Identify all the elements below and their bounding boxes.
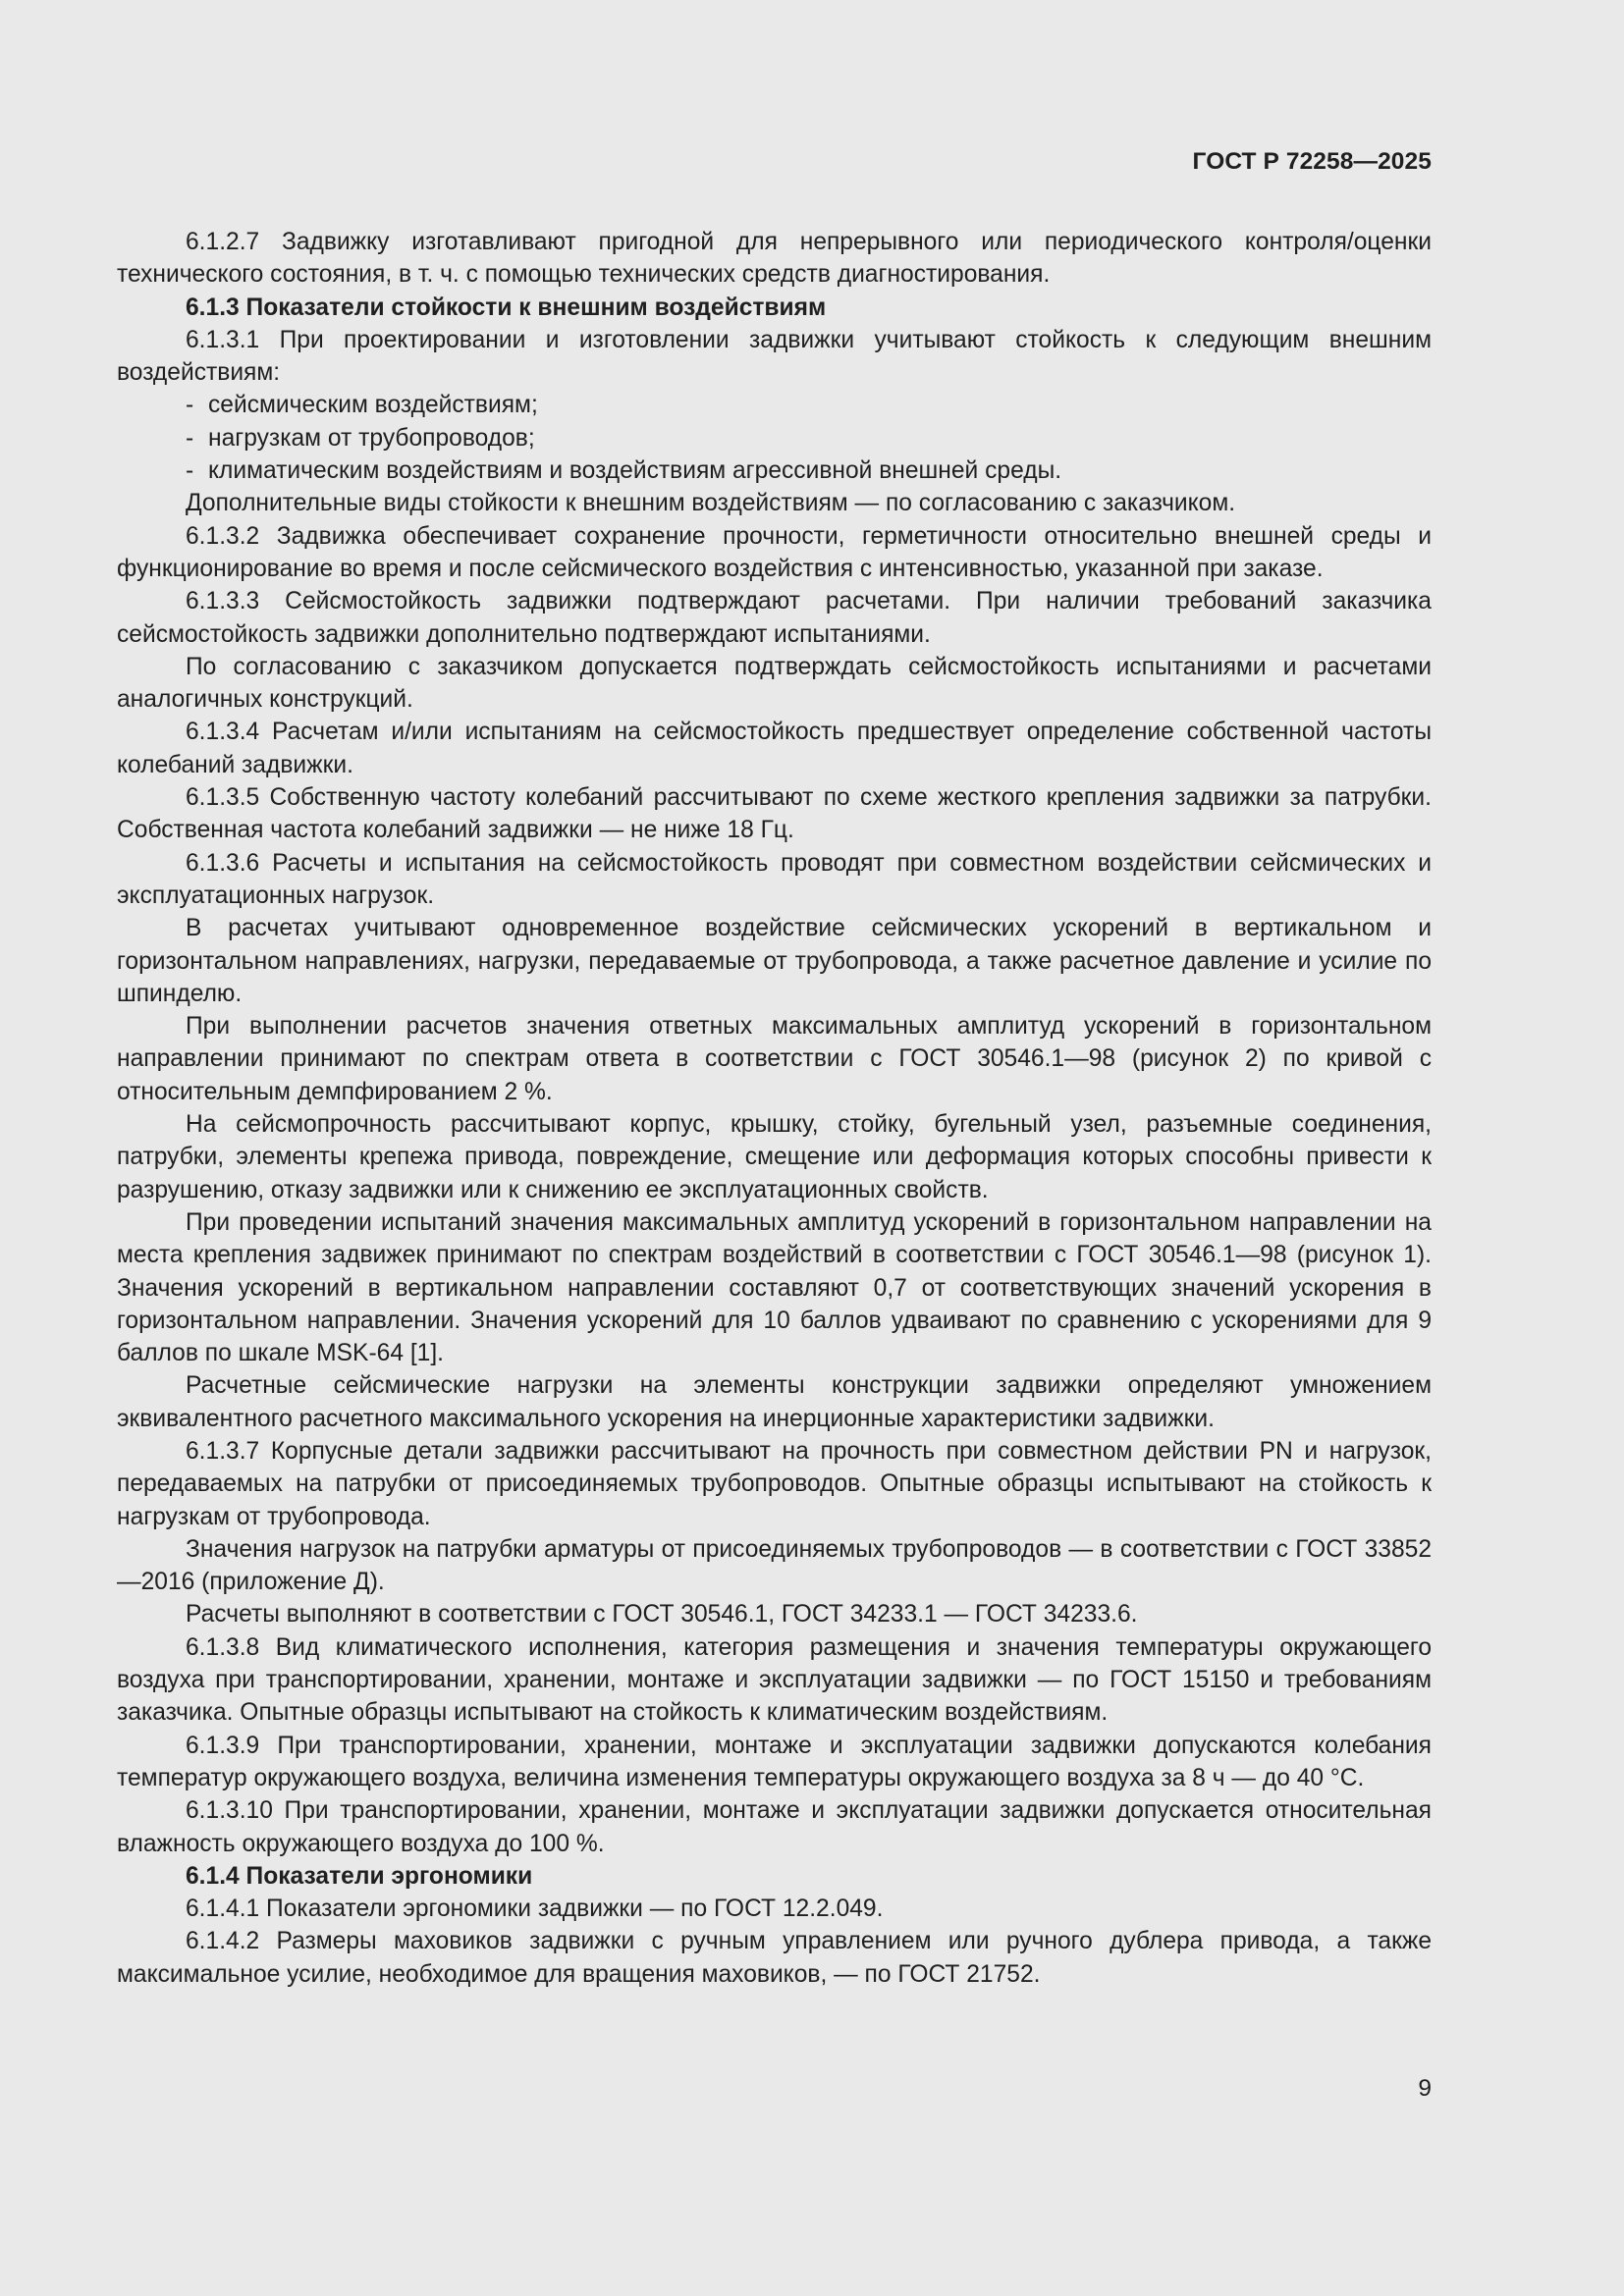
paragraph-6-1-3-4: 6.1.3.4 Расчетам и/или испытаниям на сейсмостойкость предшествует определение собственной частоты колебаний задвижки.	[117, 719, 1432, 778]
paragraph-6-1-3-6: 6.1.3.6 Расчеты и испытания на сейсмостойкость проводят при совместном воздействии сейсмических и эксплуатационных нагрузок.	[117, 849, 1432, 909]
paragraph: Расчетные сейсмические нагрузки на элементы конструкции задвижки определяют умножением эквивалентного расчетного максимального ускорения на инерционные характеристики задвижки.	[117, 1372, 1432, 1432]
paragraph: На сейсмопрочность рассчитывают корпус, крышку, стойку, бугельный узел, разъемные соединения, патрубки, элементы крепежа привода, повреждение, смещение или деформация которых способны привести к разрушению, отказу задвижки или к снижению ее эксплуатационных свойств.	[117, 1111, 1432, 1203]
paragraph: Расчеты выполняют в соответствии с ГОСТ 30546.1, ГОСТ 34233.1 — ГОСТ 34233.6.	[186, 1601, 1138, 1629]
standard-id-header: ГОСТ Р 72258—2025	[1192, 148, 1432, 175]
list-item-text: сейсмическим воздействиям;	[208, 392, 538, 419]
paragraph-6-1-3-9: 6.1.3.9 При транспортировании, хранении, монтаже и эксплуатации задвижки допускаются колебания температур окружающего воздуха, величина изменения температуры окружающего воздуха за 8 ч — до 40 °С.	[117, 1732, 1432, 1791]
list-item-text: климатическим воздействиям и воздействиям агрессивной внешней среды.	[208, 457, 1062, 485]
paragraph-6-1-3-5: 6.1.3.5 Собственную частоту колебаний рассчитывают по схеме жесткого крепления задвижки за патрубки. Собственная частота колебаний задвижки — не ниже 18 Гц.	[117, 784, 1432, 844]
paragraph-6-1-3-10: 6.1.3.10 При транспортировании, хранении, монтаже и эксплуатации задвижки допускается относительная влажность окружающего воздуха до 100 %.	[117, 1797, 1432, 1857]
document-body	[117, 226, 1432, 1991]
paragraph-6-1-2-7: 6.1.2.7 Задвижку изготавливают пригодной для непрерывного или периодического контроля/оценки технического состояния, в т. ч. с помощью технических средств диагностирования.	[117, 229, 1432, 289]
paragraph-6-1-4-2: 6.1.4.2 Размеры маховиков задвижки с ручным управлением или ручного дублера привода, а также максимальное усилие, необходимое для вращения маховиков, — по ГОСТ 21752.	[117, 1928, 1432, 1988]
list-item-text: нагрузкам от трубопроводов;	[208, 424, 535, 452]
list-dash: -	[186, 457, 194, 485]
paragraph-6-1-3-2: 6.1.3.2 Задвижка обеспечивает сохранение прочности, герметичности относительно внешней среды и функционирование во время и после сейсмического воздействия с интенсивностью, указанной при заказе.	[117, 522, 1432, 582]
paragraph: В расчетах учитывают одновременное воздействие сейсмических ускорений в вертикальном и горизонтальном направлениях, нагрузки, передаваемые от трубопровода, а также расчетное давление и усилие по шпинделю.	[117, 915, 1432, 1007]
paragraph: При проведении испытаний значения максимальных амплитуд ускорений в горизонтальном направлении на места крепления задвижек принимают по спектрам воздействий в соответствии с ГОСТ 30546.1—98 (рисунок 1). Значения ускорений в вертикальном направлении составляют 0,7 от соответствующих значений ускорения в горизонтальном направлении. Значения ускорений для 10 баллов удваивают по сравнению с ускорениями для 9 баллов по шкале MSK-64 [1].	[117, 1208, 1432, 1367]
section-heading-6-1-3: 6.1.3 Показатели стойкости к внешним воздействиям	[186, 294, 827, 321]
paragraph-6-1-3-3: 6.1.3.3 Сейсмостойкость задвижки подтверждают расчетами. При наличии требований заказчика сейсмостойкость задвижки дополнительно подтверждают испытаниями.	[117, 588, 1432, 648]
paragraph-6-1-3-8: 6.1.3.8 Вид климатического исполнения, категория размещения и значения температуры окружающего воздуха при транспортировании, хранении, монтаже и эксплуатации задвижки — по ГОСТ 15150 и требованиям заказчика. Опытные образцы испытывают на стойкость к климатическим воздействиям.	[117, 1633, 1432, 1727]
list-dash: -	[186, 424, 194, 452]
paragraph: По согласованию с заказчиком допускается подтверждать сейсмостойкость испытаниями и расчетами аналогичных конструкций.	[117, 653, 1432, 714]
paragraph: При выполнении расчетов значения ответных максимальных амплитуд ускорений в горизонтальном направлении принимают по спектрам ответа в соответствии с ГОСТ 30546.1—98 (рисунок 2) по кривой с относительным демпфированием 2 %.	[117, 1013, 1432, 1105]
paragraph-6-1-3-7: 6.1.3.7 Корпусные детали задвижки рассчитывают на прочность при совместном действии PN и нагрузок, передаваемых на патрубки от присоединяемых трубопроводов. Опытные образцы испытывают на стойкость к нагрузкам от трубопровода.	[117, 1437, 1432, 1530]
list-item	[117, 454, 1432, 487]
paragraph-6-1-4-1: 6.1.4.1 Показатели эргономики задвижки — по ГОСТ 12.2.049.	[186, 1896, 884, 1923]
list-item	[117, 389, 1432, 421]
paragraph: Значения нагрузок на патрубки арматуры от присоединяемых трубопроводов — в соответствии с ГОСТ 33852—2016 (приложение Д).	[117, 1535, 1432, 1596]
section-heading-6-1-4: 6.1.4 Показатели эргономики	[186, 1862, 533, 1890]
paragraph-6-1-3-1: 6.1.3.1 При проектировании и изготовлении задвижки учитывают стойкость к следующим внешним воздействиям:	[117, 326, 1432, 387]
list-dash: -	[186, 392, 194, 419]
list-item	[117, 422, 1432, 454]
page-number: 9	[1418, 2075, 1432, 2102]
paragraph: Дополнительные виды стойкости к внешним воздействиям — по согласованию с заказчиком.	[186, 490, 1236, 517]
